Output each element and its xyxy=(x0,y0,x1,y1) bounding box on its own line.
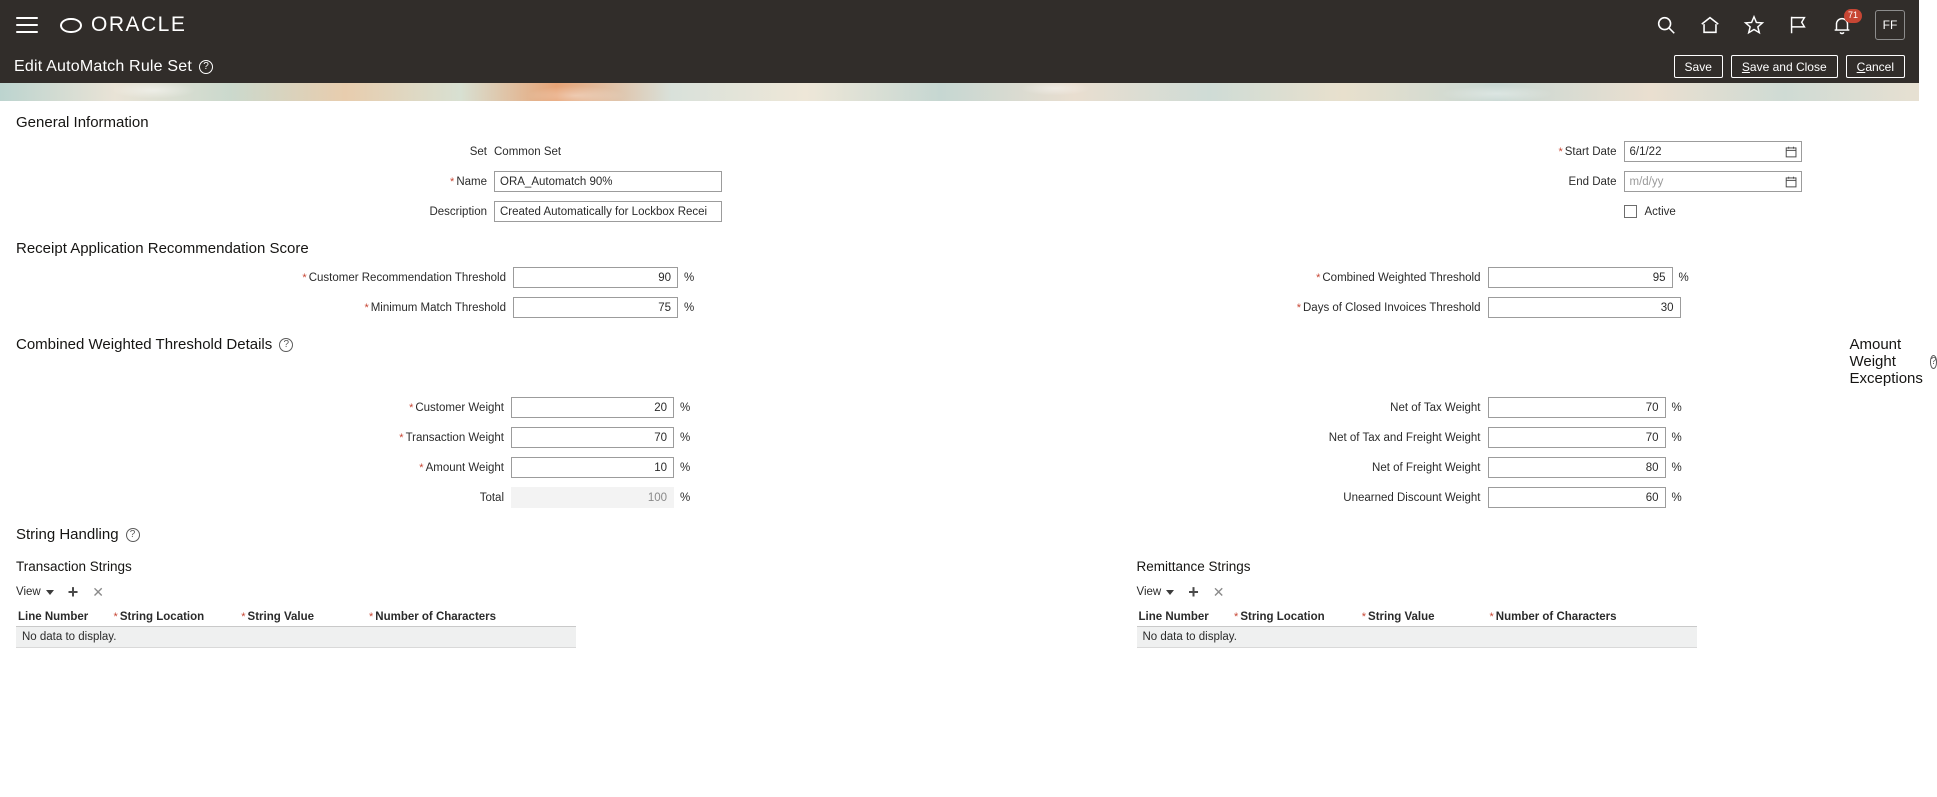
recommendation-score-heading: Receipt Application Recommendation Score xyxy=(16,240,309,257)
column-line-number[interactable]: Line Number xyxy=(16,610,112,627)
save-and-close-button[interactable]: Save and Close xyxy=(1731,55,1838,78)
recommendation-right-column xyxy=(960,263,1904,323)
percent-symbol: % xyxy=(1671,491,1682,504)
net-of-freight-weight-input[interactable] xyxy=(1488,457,1666,478)
combined-weighted-details-help-icon[interactable]: ? xyxy=(279,338,293,352)
name-field-row xyxy=(16,167,960,196)
unearned-discount-weight-input[interactable] xyxy=(1488,487,1666,508)
table-header-row xyxy=(1137,610,1697,627)
page-actions xyxy=(1674,55,1905,78)
description-field-row xyxy=(16,197,960,226)
column-number-of-characters[interactable]: * Number of Characters xyxy=(1487,610,1696,627)
general-info-left-column xyxy=(16,137,960,227)
end-date-field-row xyxy=(960,167,1904,196)
transaction-view-menu[interactable]: View xyxy=(16,586,54,598)
customer-recommendation-threshold-row xyxy=(16,263,960,292)
transaction-weight-row xyxy=(16,423,960,452)
home-icon[interactable] xyxy=(1699,14,1721,36)
chevron-down-icon xyxy=(46,590,54,595)
oracle-mark-icon xyxy=(60,18,82,33)
recommendation-score-section xyxy=(16,263,1903,323)
unearned-discount-weight-row xyxy=(960,483,1904,512)
amount-weight-exceptions-column xyxy=(960,393,1904,513)
oracle-logo[interactable] xyxy=(60,13,186,37)
net-of-freight-weight-label: Net of Freight Weight xyxy=(1372,461,1481,474)
start-date-label: * Start Date xyxy=(1558,145,1617,158)
page-title: Edit AutoMatch Rule Set xyxy=(14,57,193,75)
oracle-wordmark: ORACLE xyxy=(91,13,187,36)
transaction-strings-table xyxy=(16,610,576,648)
customer-recommendation-threshold-label: * Customer Recommendation Threshold xyxy=(302,271,506,284)
set-field-row xyxy=(16,137,960,166)
description-label: Description xyxy=(429,205,487,218)
column-line-number[interactable]: Line Number xyxy=(1137,610,1233,627)
chevron-down-icon xyxy=(1166,590,1174,595)
total-label: Total xyxy=(479,491,504,504)
delete-transaction-string-icon[interactable]: ✕ xyxy=(92,584,104,600)
amount-weight-row xyxy=(16,453,960,482)
avatar[interactable]: FF xyxy=(1875,10,1905,40)
string-handling-section xyxy=(16,549,1903,648)
net-of-tax-weight-input[interactable] xyxy=(1488,397,1666,418)
percent-symbol: % xyxy=(680,431,691,444)
column-string-value[interactable]: * String Value xyxy=(239,610,367,627)
flag-icon[interactable] xyxy=(1787,14,1809,36)
percent-symbol: % xyxy=(680,461,691,474)
general-information-section xyxy=(16,137,1903,227)
menu-icon[interactable] xyxy=(16,17,38,33)
customer-weight-label: * Customer Weight xyxy=(409,401,504,414)
percent-symbol: % xyxy=(680,401,691,414)
combined-weighted-threshold-input[interactable] xyxy=(1488,267,1673,288)
general-info-right-column xyxy=(960,137,1904,227)
end-date-input[interactable] xyxy=(1624,171,1802,192)
column-string-location[interactable]: * String Location xyxy=(112,610,240,627)
transaction-strings-toolbar xyxy=(16,581,960,603)
delete-remittance-string-icon[interactable]: ✕ xyxy=(1212,584,1225,600)
customer-weight-input[interactable] xyxy=(511,397,674,418)
page-content xyxy=(0,114,1937,648)
description-input[interactable] xyxy=(494,201,722,222)
remittance-no-data-message: No data to display. xyxy=(1137,627,1697,648)
customer-recommendation-threshold-input[interactable] xyxy=(513,267,678,288)
global-header xyxy=(0,0,1919,50)
transaction-strings-heading: Transaction Strings xyxy=(16,559,132,574)
decorative-banner xyxy=(0,83,1919,101)
percent-symbol: % xyxy=(1671,461,1682,474)
calendar-icon[interactable] xyxy=(1785,145,1798,158)
page-help-icon[interactable]: ? xyxy=(199,60,213,74)
remittance-view-menu[interactable]: View xyxy=(1137,586,1175,598)
search-icon[interactable] xyxy=(1655,14,1677,36)
column-string-value[interactable]: * String Value xyxy=(1360,610,1488,627)
active-field-row xyxy=(960,197,1904,226)
minimum-match-threshold-input[interactable] xyxy=(513,297,678,318)
percent-symbol: % xyxy=(680,491,691,504)
active-label: Active xyxy=(1644,205,1676,218)
table-header-row xyxy=(16,610,576,627)
end-date-field xyxy=(1624,171,1802,192)
transaction-no-data-message: No data to display. xyxy=(16,627,576,648)
minimum-match-threshold-label: * Minimum Match Threshold xyxy=(364,301,506,314)
days-of-closed-invoices-threshold-row xyxy=(960,293,1904,322)
column-string-location[interactable]: * String Location xyxy=(1232,610,1360,627)
notification-badge: 71 xyxy=(1844,9,1862,23)
string-handling-heading: String Handling ? xyxy=(16,526,1903,543)
weights-section xyxy=(16,393,1903,513)
combined-weighted-threshold-row xyxy=(960,263,1904,292)
remittance-strings-panel xyxy=(960,549,1904,648)
unearned-discount-weight-label: Unearned Discount Weight xyxy=(1343,491,1481,504)
combined-weighted-details-heading: Combined Weighted Threshold Details ? xyxy=(16,336,960,353)
general-information-heading: General Information xyxy=(16,114,149,131)
start-date-field xyxy=(1624,141,1802,162)
bell-icon[interactable] xyxy=(1831,10,1858,36)
weights-headings-row xyxy=(16,323,1937,393)
days-of-closed-invoices-threshold-input[interactable] xyxy=(1488,297,1681,318)
days-of-closed-invoices-threshold-label: * Days of Closed Invoices Threshold xyxy=(1296,301,1481,314)
remittance-strings-heading: Remittance Strings xyxy=(1136,559,1251,574)
net-of-freight-weight-row xyxy=(960,453,1904,482)
net-of-tax-and-freight-weight-row xyxy=(960,423,1904,452)
percent-symbol: % xyxy=(1671,431,1682,444)
total-value xyxy=(511,487,674,508)
add-remittance-string-icon[interactable]: + xyxy=(1188,582,1199,602)
net-of-tax-and-freight-weight-input[interactable] xyxy=(1488,427,1666,448)
net-of-tax-and-freight-weight-label: Net of Tax and Freight Weight xyxy=(1328,431,1481,444)
customer-weight-row xyxy=(16,393,960,422)
transaction-weight-label: * Transaction Weight xyxy=(399,431,504,444)
transaction-weight-input[interactable] xyxy=(511,427,674,448)
combined-weighted-details-column xyxy=(16,393,960,513)
active-checkbox[interactable] xyxy=(1624,205,1637,218)
amount-weight-exceptions-heading: Amount Weight Exceptions ? xyxy=(1849,336,1937,387)
page-title-bar xyxy=(0,50,1919,83)
string-handling-help-icon[interactable]: ? xyxy=(126,528,140,542)
set-label: Set xyxy=(469,145,487,158)
end-date-label: End Date xyxy=(1568,175,1617,188)
percent-symbol: % xyxy=(684,301,695,314)
name-label: * Name xyxy=(450,175,487,188)
remittance-strings-toolbar xyxy=(1137,581,1904,603)
combined-weighted-threshold-label: * Combined Weighted Threshold xyxy=(1316,271,1481,284)
remittance-strings-table xyxy=(1137,610,1697,648)
set-value: Common Set xyxy=(494,145,562,158)
recommendation-left-column xyxy=(16,263,960,323)
net-of-tax-weight-row xyxy=(960,393,1904,422)
calendar-icon[interactable] xyxy=(1785,175,1798,188)
amount-weight-exceptions-help-icon[interactable]: ? xyxy=(1930,355,1937,367)
percent-symbol: % xyxy=(1678,271,1689,284)
header-actions xyxy=(1655,10,1905,40)
save-button[interactable]: Save xyxy=(1674,55,1723,78)
net-of-tax-weight-label: Net of Tax Weight xyxy=(1390,401,1481,414)
transaction-strings-panel xyxy=(16,549,960,648)
name-input[interactable] xyxy=(494,171,722,192)
total-row xyxy=(16,483,960,512)
favorites-star-icon[interactable] xyxy=(1743,14,1765,36)
percent-symbol: % xyxy=(1671,401,1682,414)
column-number-of-characters[interactable]: * Number of Characters xyxy=(367,610,576,627)
start-date-field-row xyxy=(960,137,1904,166)
amount-weight-label: * Amount Weight xyxy=(419,461,504,474)
amount-weight-input[interactable] xyxy=(511,457,674,478)
minimum-match-threshold-row xyxy=(16,293,960,322)
add-transaction-string-icon[interactable]: + xyxy=(67,582,79,602)
cancel-button[interactable]: Cancel xyxy=(1846,55,1905,78)
start-date-input[interactable] xyxy=(1624,141,1802,162)
percent-symbol: % xyxy=(684,271,695,284)
